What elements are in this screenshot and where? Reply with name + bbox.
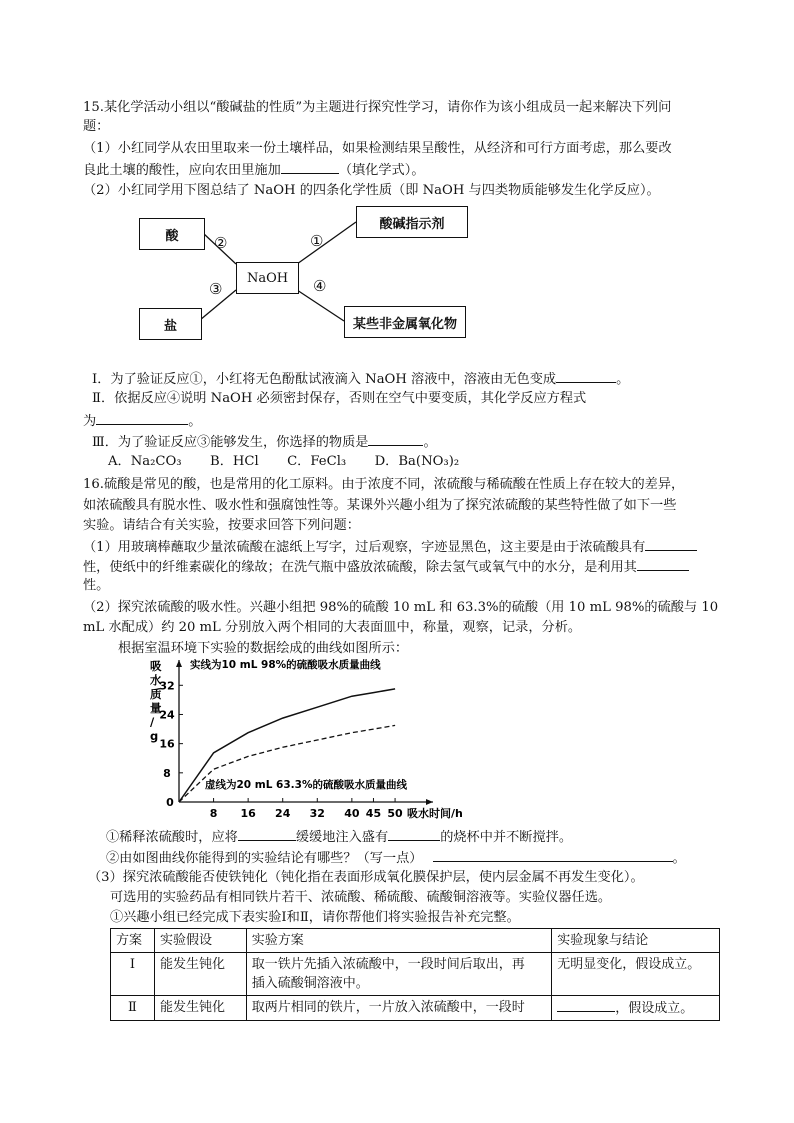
answer-blank-conclusion[interactable] [433,848,673,862]
header-hypothesis: 实验假设 [154,929,246,953]
water-absorption-chart [150,656,463,826]
q16-part2-line3: 根据室温环境下实验的数据绘成的曲线如图所示： [118,641,409,656]
q15-sub3 [92,432,437,452]
cell-result-text: ，假设成立。 [615,1001,694,1016]
experiment-report-table [110,928,720,1021]
table-row [111,953,720,996]
q15-sub2-prefix: 为 [83,414,97,429]
answer-blank-color[interactable] [556,369,616,383]
q16-part1-text1: （1）用玻璃棒蘸取少量浓硫酸在滤纸上写字，过后观察，字迹显黑色，这主要是由于浓硫酸具有 [83,540,646,555]
q16-part2-line1: （2）探究浓硫酸的吸水性。兴趣小组把 98%的硫酸 10 mL 和 63.3%的硫酸（用 10 mL 98%的硫酸与 10 [83,600,719,615]
answer-blank-pour[interactable] [238,827,296,841]
answer-blank-phenomenon[interactable] [557,998,615,1012]
q16-sub1-text2: 缓缓地注入盛有 [295,830,389,845]
q15-sub2-tail: 。 [188,414,202,429]
y-axis-label-char: 质 [150,687,162,701]
q15-options [108,453,459,471]
answer-blank-equation[interactable] [96,411,188,425]
answer-blank-dehydration[interactable] [645,537,697,551]
q16-sub1 [106,827,572,847]
cell-plan: Ⅰ [111,953,155,996]
diagram-naoh-box: NaOH [236,262,299,294]
q15-part2: （2）小红同学用下图总结了 NaOH 的四条化学性质（即 NaOH 与四类物质能够发生化学反应）。 [83,183,660,198]
q15-sub1 [92,369,629,389]
q16-sub1-text3: 的烧杯中并不断搅拌。 [440,830,573,845]
cell-plan: Ⅱ [111,996,155,1021]
y-tick-label: 16 [159,737,175,751]
q15-sub1-tail: 。 [616,372,630,387]
diagram-oxide-box: 某些非金属氧化物 [344,306,466,338]
x-tick-label: 45 [365,807,382,820]
q16-sub2 [106,848,686,868]
x-tick-label: 40 [344,807,360,820]
q15-sub3-text: Ⅲ．为了验证反应③能够发生，你选择的物质是 [92,435,369,450]
q15-sub3-tail: 。 [423,435,437,450]
cell-result: 无明显变化，假设成立。 [552,953,720,996]
q16-intro-1: 16.硫酸是常见的酸，也是常用的化工原料。由于浓度不同，浓硫酸与稀硫酸在性质上存在较大的差异， [83,477,685,492]
x-tick-label: 32 [309,807,325,820]
q15-part1-text: 良此土壤的酸性，应向农田里施加 [83,163,281,178]
cell-method-line2: 插入硫酸铜溶液中。 [251,976,369,991]
option-c[interactable]: C．FeCl₃ [287,454,347,469]
q16-part1-text2: 性，使纸中的纤维素碳化的缘故；在洗气瓶中盛放浓硫酸，除去氢气或氧气中的水分，是利用其 [83,560,637,575]
cell-method: 取两片相同的铁片，一片放入浓硫酸中，一段时 [246,996,551,1021]
option-d[interactable]: D．Ba(NO₃)₂ [374,454,460,469]
answer-blank-substance[interactable] [368,432,423,446]
table-row [111,996,720,1021]
table-header-row [111,929,720,953]
header-method: 实验方案 [246,929,551,953]
answer-blank-absorption[interactable] [637,557,689,571]
answer-blank-beaker[interactable] [388,827,440,841]
y-axis-label-char: g [150,729,159,743]
diagram-salt-box: 盐 [139,308,202,340]
x-tick-label: 8 [209,807,218,820]
q16-part3-line2: 可选用的实验药品有相同铁片若干、浓硫酸、稀硫酸、硫酸铜溶液等。实验仪器任选。 [110,890,612,905]
diagram-acid-box: 酸 [139,218,205,250]
cell-result [552,996,720,1021]
y-tick-label: 32 [159,679,175,693]
option-b[interactable]: B．HCl [210,454,259,469]
y-axis-label-char: / [150,715,155,729]
reaction-label-1: ① [310,232,324,250]
reaction-label-2: ② [214,234,228,252]
x-tick-label: 50 [387,807,403,820]
q15-intro-cont: 题： [83,119,110,134]
q16-sub1-text1: ①稀释浓硫酸时，应将 [106,830,238,845]
x-axis-label: 吸水时间/h [407,807,463,820]
q16-intro-3: 实验。请结合有关实验，按要求回答下列问题： [83,518,360,533]
cell-hypothesis: 能发生钝化 [154,953,246,996]
q16-part1-line3: 性。 [83,578,110,593]
q15-part1-line1: （1）小红同学从农田里取来一份土壤样品，如果检测结果呈酸性，从经济和可行方面考虑，那么要改 [83,141,672,156]
option-a[interactable]: A．Na₂CO₃ [108,454,182,469]
y-axis-label-char: 水 [150,673,162,687]
diagram-indicator-box: 酸碱指示剂 [356,206,468,238]
annotation-dashed-curve: 虚线为20 mL 63.3%的硫酸吸水质量曲线 [205,779,407,791]
cell-method [246,953,551,996]
origin-label: 0 [166,796,174,809]
q16-sub2-text: ②由如图曲线你能得到的实验结论有哪些？（写一点） [106,851,423,866]
q16-intro-2: 如浓硫酸具有脱水性、吸水性和强腐蚀性等。某课外兴趣小组为了探究浓硫酸的某些特性做了如下一些 [83,498,677,513]
cell-hypothesis: 能发生钝化 [154,996,246,1021]
annotation-solid-curve: 实线为10 mL 98%的硫酸吸水质量曲线 [190,659,381,671]
q15-sub2-line1: Ⅱ．依据反应④说明 NaOH 必须密封保存，否则在空气中要变质，其化学反应方程式 [92,391,587,406]
q15-part1-tail: （填化学式）。 [338,163,425,178]
q16-part2-line2: mL 水配成）约 20 mL 分别放入两个相同的大表面皿中，称量，观察，记录，分析。 [83,620,582,635]
q15-intro: 15.某化学活动小组以“酸碱盐的性质”为主题进行探究性学习，请你作为该小组成员一起来解决下列问 [83,100,672,115]
y-axis-label-char: 量 [150,701,162,715]
q15-sub1-text: Ⅰ．为了验证反应①，小红将无色酚酞试液滴入 NaOH 溶液中，溶液由无色变成 [92,372,557,387]
x-axis-arrow [426,799,433,805]
reaction-label-3: ③ [209,280,223,298]
y-tick-label: 24 [159,708,175,722]
x-tick-label: 16 [240,807,256,820]
y-axis-label-char: 吸 [150,659,162,673]
q16-part1-line2 [83,557,689,577]
cell-method-line1: 取一铁片先插入浓硫酸中，一段时间后取出，再 [251,957,525,972]
header-plan: 方案 [111,929,155,953]
header-result: 实验现象与结论 [552,929,720,953]
x-tick-label: 24 [275,807,291,820]
y-axis-arrow [176,660,182,667]
q16-part1-line1 [83,537,697,557]
q15-sub2-line2 [83,411,201,431]
q16-sub2-tail: 。 [672,851,686,866]
reaction-label-4: ④ [313,277,327,295]
q16-part3-line1: （3）探究浓硫酸能否使铁钝化（钝化指在表面形成氧化膜保护层，使内层金属不再发生变化）。 [88,870,644,885]
q16-part3-line3: ①兴趣小组已经完成下表实验Ⅰ和Ⅱ，请你帮他们将实验报告补充完整。 [110,910,520,925]
y-tick-label: 8 [163,766,171,780]
